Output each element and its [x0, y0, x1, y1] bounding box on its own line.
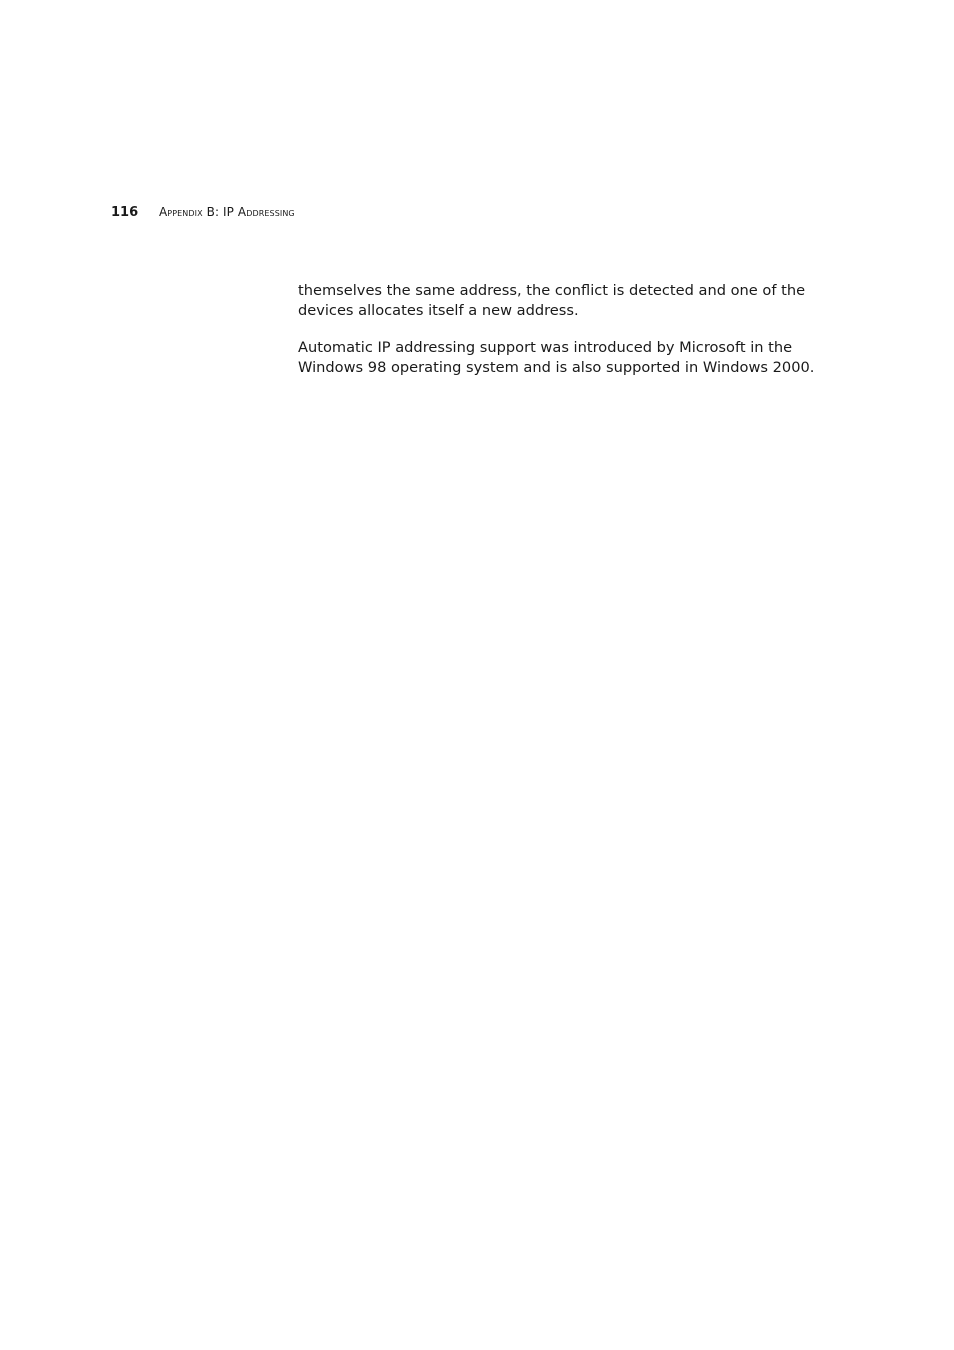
- paragraph-2: Automatic IP addressing support was introduced by Microsoft in the Windows 98 operating system and is also supported in Windows 2000.: [298, 339, 815, 376]
- paragraph-1: themselves the same address, the conflict is detected and one of the devices allocates itself a new address.: [298, 282, 806, 319]
- chapter-title: Appendix B: IP Addressing: [159, 205, 295, 219]
- running-header: [111, 205, 295, 223]
- page-number: 116: [111, 205, 139, 220]
- body-text: [298, 281, 828, 395]
